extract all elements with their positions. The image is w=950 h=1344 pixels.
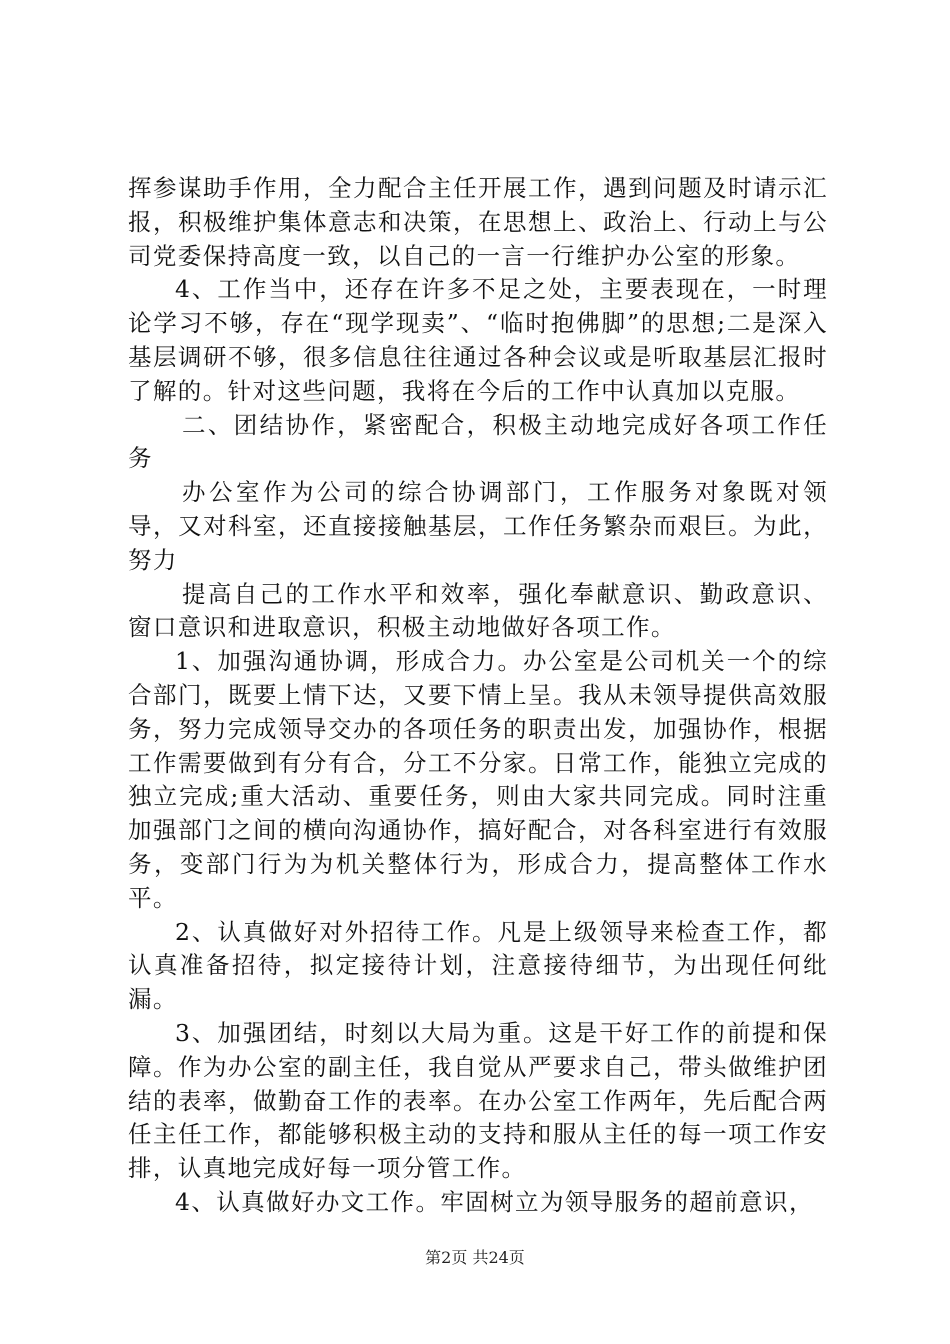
paragraph-continuation: 挥参谋助手作用，全力配合主任开展工作，遇到问题及时请示汇报，积极维护集体意志和决策，在思想上、政治上、行动上与公司党委保持高度一致，以自己的一言一行维护办公室的形象。 (128, 174, 828, 270)
paragraph-item-2-reception: 2、认真做好对外招待工作。凡是上级领导来检查工作，都认真准备招待，拟定接待计划，注意接待细节，为出现任何纰漏。 (128, 917, 828, 1014)
page-number-footer: 第2页 共24页 (425, 1248, 525, 1267)
paragraph-item-1-coordination: 1、加强沟通协调，形成合力。办公室是公司机关一个的综合部门，既要上情下达，又要下情上呈。我从未领导提供高效服务，努力完成领导交办的各项任务的职责出发，加强协作，根据工作需要做到有分有合，分工不分家。日常工作，能独立完成的独立完成;重大活动、重要任务，则由大家共同完成。同时注重加强部门之间的横向沟通协作，搞好配合，对各科室进行有效服务，变部门行为为机关整体行为，形成合力，提高整体工作水平。 (128, 647, 828, 912)
section-heading-two: 二、团结协作，紧密配合，积极主动地完成好各项工作任务 (128, 410, 828, 473)
paragraph-item-3-unity: 3、加强团结，时刻以大局为重。这是干好工作的前提和保障。作为办公室的副主任，我自觉从严要求自己，带头做维护团结的表率，做勤奋工作的表率。在办公室工作两年，先后配合两任主任工作，都能够积极主动的支持和服从主任的每一项工作安排，认真地完成好每一项分管工作。 (128, 1018, 828, 1183)
paragraph-office-role: 办公室作为公司的综合协调部门，工作服务对象既对领导，又对科室，还直接接触基层，工作任务繁杂而艰巨。为此，努力 (128, 478, 828, 574)
paragraph-item-4-shortcomings: 4、工作当中，还存在许多不足之处，主要表现在，一时理论学习不够，存在“现学现卖”、“临时抱佛脚”的思想;二是深入基层调研不够，很多信息往往通过各种会议或是听取基层汇报时了解的。针对这些问题，我将在今后的工作中认真加以克服。 (128, 275, 828, 405)
document-body (128, 172, 828, 1220)
paragraph-improve-efficiency: 提高自己的工作水平和效率，强化奉献意识、勤政意识、窗口意识和进取意识，积极主动地做好各项工作。 (128, 579, 828, 642)
paragraph-item-4-documents: 4、认真做好办文工作。牢固树立为领导服务的超前意识， (175, 1187, 814, 1216)
